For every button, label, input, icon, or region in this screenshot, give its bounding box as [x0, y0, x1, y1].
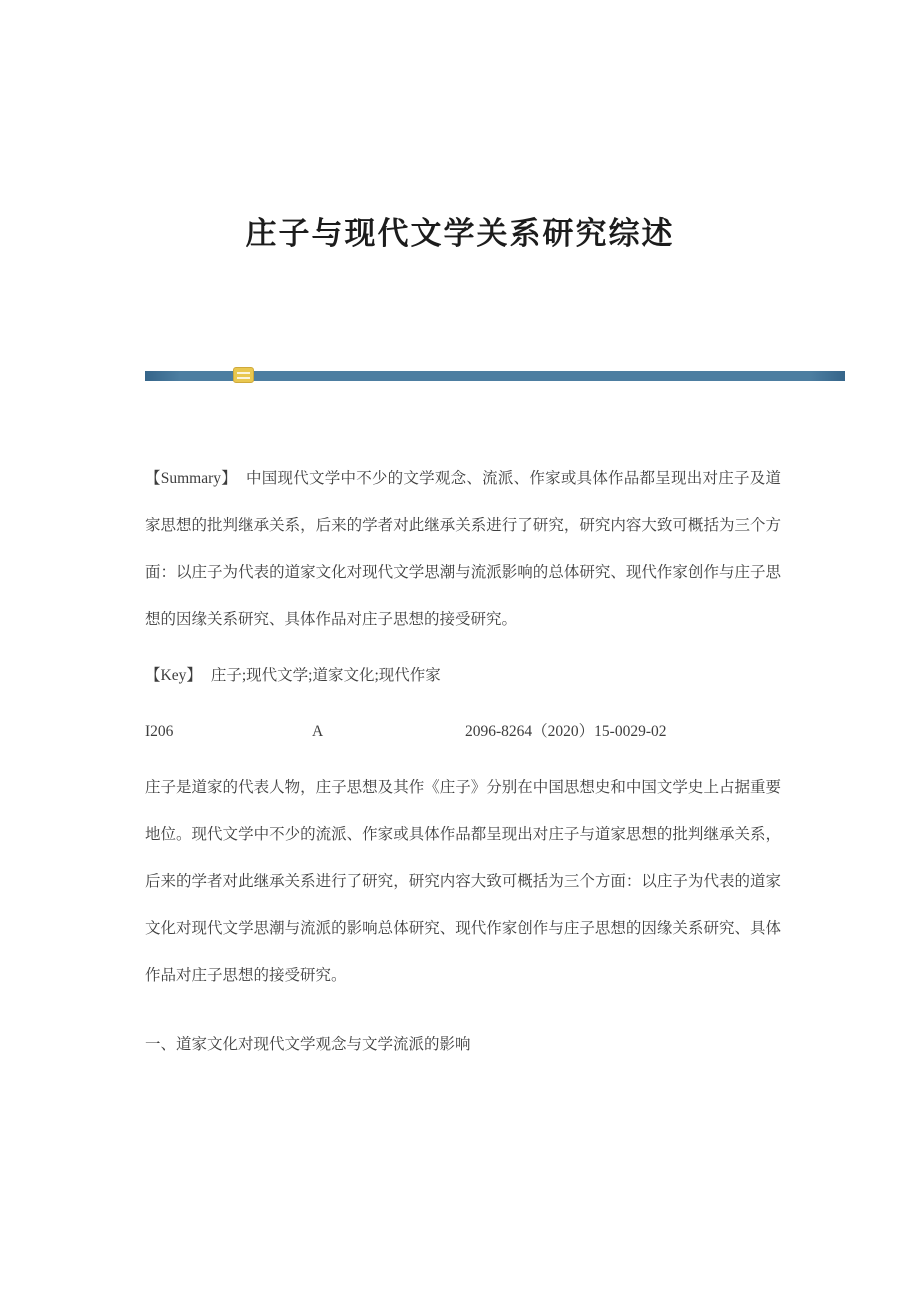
- document-code: A: [312, 723, 324, 740]
- summary-text: 中国现代文学中不少的文学观念、流派、作家或具体作品都呈现出对庄子及道家思想的批判继承关系，后来的学者对此继承关系进行了研究，研究内容大致可概括为三个方面：以庄子为代表的道家文化对现代文学思潮与流派影响的总体研究、现代作家创作与庄子思想的因缘关系研究、具体作品对庄子思想的接受研究。: [145, 470, 781, 628]
- section-divider: [145, 371, 845, 381]
- keywords-paragraph: [145, 652, 781, 699]
- keywords-text: 庄子;现代文学;道家文化;现代作家: [210, 667, 441, 684]
- keywords-label: 【Key】: [145, 667, 202, 684]
- article-meta-line: [145, 708, 781, 755]
- article-number: 2096-8264（2020）15-0029-02: [465, 723, 667, 740]
- intro-paragraph: 庄子是道家的代表人物，庄子思想及其作《庄子》分别在中国思想史和中国文学史上占据重要地位。现代文学中不少的流派、作家或具体作品都呈现出对庄子与道家思想的批判继承关系，后来的学者对此继承关系进行了研究，研究内容大致可概括为三个方面：以庄子为代表的道家文化对现代文学思潮与流派的影响总体研究、现代作家创作与庄子思想的因缘关系研究、具体作品对庄子思想的接受研究。: [145, 779, 781, 984]
- section-heading-1: 一、道家文化对现代文学观念与文学流派的影响: [145, 1036, 471, 1053]
- summary-paragraph: [145, 455, 781, 643]
- document-body: [145, 455, 781, 1068]
- summary-label: 【Summary】: [145, 470, 237, 487]
- picture-icon: [233, 367, 254, 383]
- page-title: 庄子与现代文学关系研究综述: [245, 216, 675, 251]
- clc-number: I206: [145, 723, 174, 740]
